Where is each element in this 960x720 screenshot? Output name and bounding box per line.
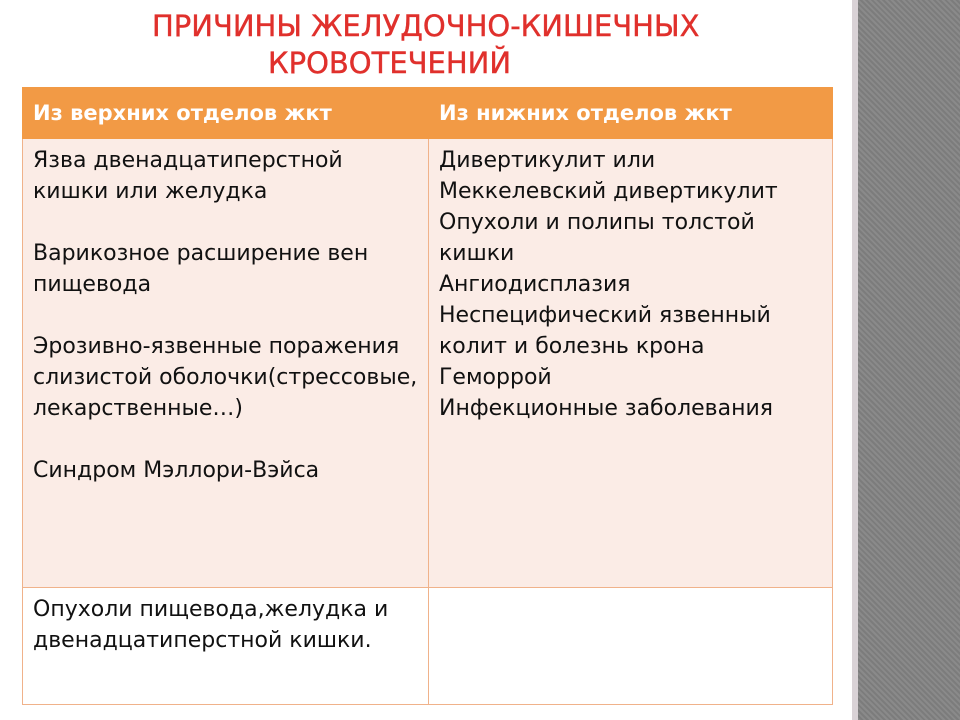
list-item: Неспецифический язвенный колит и болезнь крона <box>439 303 771 359</box>
bleeding-causes-table <box>22 87 833 705</box>
list-item: Язва двенадцатиперстной кишки или желудка <box>33 148 343 204</box>
slide-title <box>0 8 860 82</box>
header-upper-gi: Из верхних отделов жкт <box>23 88 429 139</box>
table-header-row <box>23 88 833 139</box>
cell-upper-causes <box>23 139 429 588</box>
cell-lower-empty <box>429 588 833 705</box>
header-lower-gi: Из нижних отделов жкт <box>429 88 833 139</box>
list-item: Опухоли и полипы толстой кишки <box>439 210 755 266</box>
list-item: Синдром Мэллори-Вэйса <box>33 458 320 483</box>
list-item: Геморрой <box>439 365 552 390</box>
cell-upper-tumors: Опухоли пищевода,желудка и двенадцатиперстной кишки. <box>23 588 429 705</box>
cell-lower-causes <box>429 139 833 588</box>
decorative-side-strip <box>858 0 960 720</box>
list-item: Эрозивно-язвенные поражения слизистой оболочки(стрессовые,лекарственные…) <box>33 334 418 421</box>
list-item: Дивертикулит или Меккелевский дивертикулит <box>439 148 778 204</box>
table-row <box>23 139 833 588</box>
table-row <box>23 588 833 705</box>
slide-title-line-2: КРОВОТЕЧЕНИЙ <box>268 46 512 80</box>
list-item: Ангиодисплазия <box>439 272 631 297</box>
slide-title-line-1: ПРИЧИНЫ ЖЕЛУДОЧНО-КИШЕЧНЫХ <box>152 9 700 43</box>
list-item: Варикозное расширение вен пищевода <box>33 241 369 297</box>
list-item: Инфекционные заболевания <box>439 396 774 421</box>
